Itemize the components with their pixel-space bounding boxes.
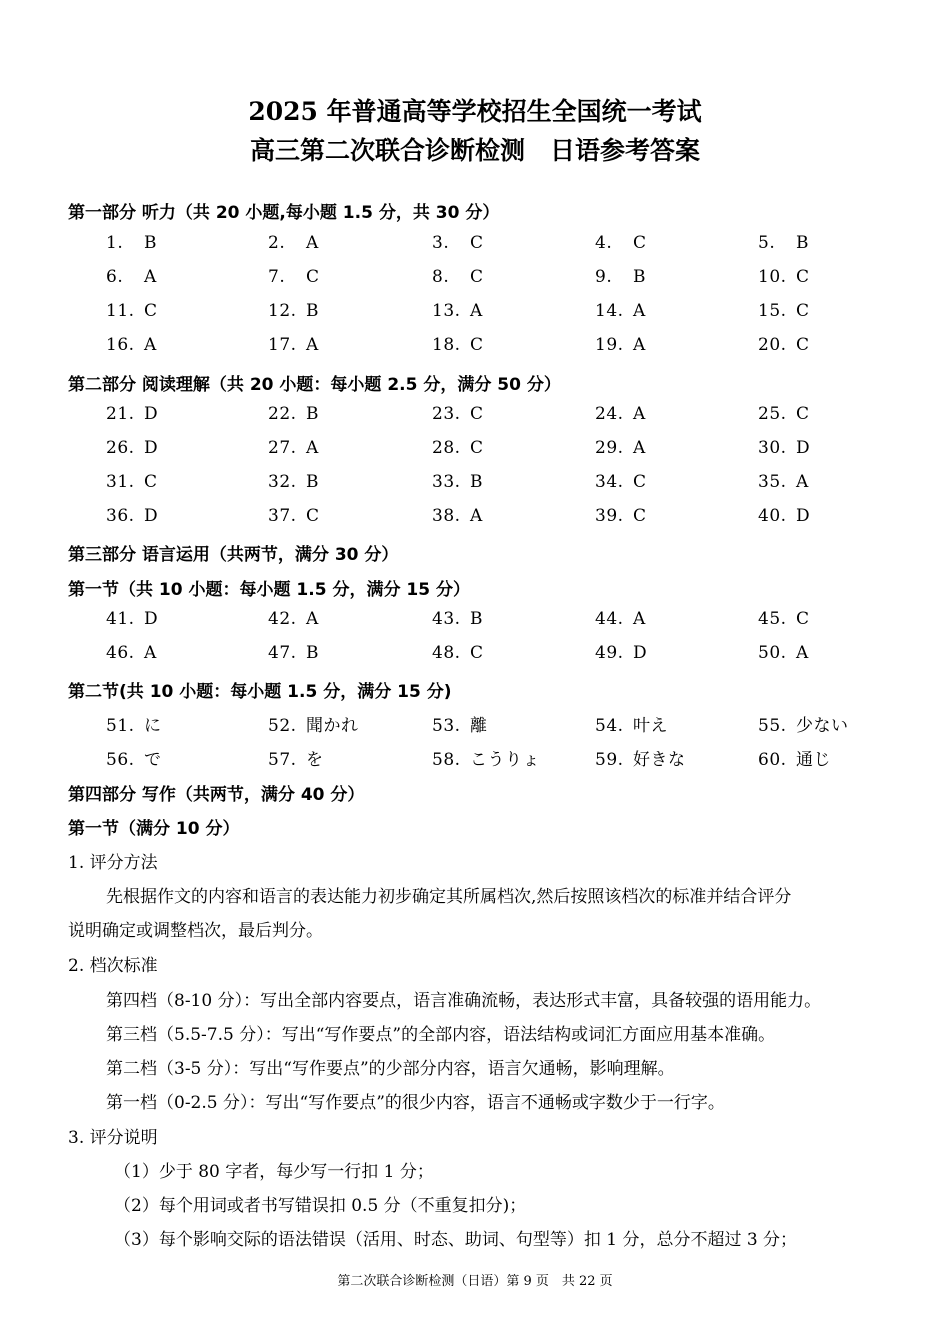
answer-item: 22. B: [268, 404, 319, 424]
answer-item: 21. D: [106, 404, 159, 424]
answer-item: 36. D: [106, 506, 159, 526]
answer-item: 8. C: [432, 267, 484, 287]
grade-2: 第二档（3-5 分）：写出“写作要点”的少部分内容，语言欠通畅，影响理解。: [106, 1059, 675, 1079]
grade-3: 第三档（5.5-7.5 分）：写出“写作要点”的全部内容，语法结构或词汇方面应用基本准确。: [106, 1025, 776, 1045]
answer-item: 56. で: [106, 750, 162, 770]
answer-item: 44. A: [595, 609, 646, 629]
answer-row: [0, 438, 950, 462]
answer-item: 19. A: [595, 335, 646, 355]
answer-item: 34. C: [595, 472, 647, 492]
scoring-note-1: （1）少于 80 字者，每少写一行扣 1 分；: [114, 1162, 434, 1182]
grade-standard-title: 2. 档次标准: [68, 956, 158, 976]
part1-heading: 第一部分 听力（共 20 小题,每小题 1.5 分，共 30 分）: [68, 203, 500, 223]
answer-item: 29. A: [595, 438, 646, 458]
answer-item: 59. 好きな: [595, 750, 686, 770]
answer-key-title: 高三第二次联合诊断检测 日语参考答案: [249, 136, 700, 165]
grade-1: 第一档（0-2.5 分）：写出“写作要点”的很少内容，语言不通畅或字数少于一行字。: [106, 1093, 725, 1113]
answer-item: 30. D: [758, 438, 811, 458]
exam-title: 2025 年普通高等学校招生全国统一考试: [248, 97, 702, 126]
answer-item: 53. 離: [432, 716, 488, 736]
answer-item: 13. A: [432, 301, 483, 321]
part2-heading: 第二部分 阅读理解（共 20 小题：每小题 2.5 分，满分 50 分）: [68, 375, 561, 395]
part3-section1-heading: 第一节（共 10 小题：每小题 1.5 分，满分 15 分）: [68, 580, 470, 600]
answer-item: 31. C: [106, 472, 158, 492]
answer-item: 54. 叶え: [595, 716, 668, 736]
part4-section1-heading: 第一节（满分 10 分）: [68, 819, 240, 839]
answer-item: 40. D: [758, 506, 811, 526]
answer-item: 4. C: [595, 233, 647, 253]
answer-item: 3. C: [432, 233, 484, 253]
answer-item: 46. A: [106, 643, 157, 663]
answer-item: 45. C: [758, 609, 810, 629]
answer-item: 47. B: [268, 643, 319, 663]
scoring-method-para-line2: 说明确定或调整档次，最后判分。: [68, 921, 323, 941]
answer-item: 43. B: [432, 609, 483, 629]
answer-item: 55. 少ない: [758, 716, 849, 736]
scoring-note-3: （3）每个影响交际的语法错误（活用、时态、助词、句型等）扣 1 分，总分不超过 3 分；: [114, 1230, 798, 1250]
answer-item: 50. A: [758, 643, 809, 663]
answer-item: 32. B: [268, 472, 319, 492]
answer-item: 35. A: [758, 472, 809, 492]
answer-row: [0, 267, 950, 291]
answer-item: 58. こうりょ: [432, 750, 540, 770]
scoring-note-2: （2）每个用词或者书写错误扣 0.5 分（不重复扣分)；: [114, 1196, 527, 1216]
answer-item: 2. A: [268, 233, 319, 253]
answer-row: [0, 472, 950, 496]
answer-item: 14. A: [595, 301, 646, 321]
answer-item: 24. A: [595, 404, 646, 424]
answer-item: 49. D: [595, 643, 648, 663]
answer-row: [0, 301, 950, 325]
answer-item: 26. D: [106, 438, 159, 458]
answer-item: 57. を: [268, 750, 324, 770]
answer-item: 5. B: [758, 233, 809, 253]
grade-4: 第四档（8-10 分）：写出全部内容要点，语言准确流畅，表达形式丰富，具备较强的语用能力。: [106, 991, 822, 1011]
answer-item: 38. A: [432, 506, 483, 526]
answer-row: [0, 404, 950, 428]
answer-item: 33. B: [432, 472, 483, 492]
answer-row: [0, 711, 950, 735]
scoring-method-title: 1. 评分方法: [68, 853, 158, 873]
scoring-method-para-line1: 先根据作文的内容和语言的表达能力初步确定其所属档次,然后按照该档次的标准并结合评分: [106, 887, 792, 907]
answer-item: 6. A: [106, 267, 157, 287]
answer-row: [0, 745, 950, 769]
answer-item: 25. C: [758, 404, 810, 424]
part4-heading: 第四部分 写作（共两节，满分 40 分）: [68, 785, 365, 805]
answer-item: 17. A: [268, 335, 319, 355]
answer-item: 60. 通じ: [758, 750, 831, 770]
answer-item: 37. C: [268, 506, 320, 526]
answer-row: [0, 335, 950, 359]
answer-item: 23. C: [432, 404, 484, 424]
answer-row: [0, 233, 950, 257]
answer-item: 39. C: [595, 506, 647, 526]
answer-item: 12. B: [268, 301, 319, 321]
answer-item: 41. D: [106, 609, 159, 629]
answer-row: [0, 506, 950, 530]
answer-item: 1. B: [106, 233, 157, 253]
answer-item: 48. C: [432, 643, 484, 663]
answer-item: 16. A: [106, 335, 157, 355]
answer-item: 52. 聞かれ: [268, 716, 359, 736]
part3-section2-heading: 第二节(共 10 小题：每小题 1.5 分，满分 15 分): [68, 682, 452, 702]
answer-item: 27. A: [268, 438, 319, 458]
answer-item: 28. C: [432, 438, 484, 458]
answer-item: 9. B: [595, 267, 646, 287]
answer-row: [0, 643, 950, 667]
answer-item: 15. C: [758, 301, 810, 321]
answer-item: 20. C: [758, 335, 810, 355]
part3-heading: 第三部分 语言运用（共两节，满分 30 分）: [68, 545, 399, 565]
page-footer: 第二次联合诊断检测（日语）第 9 页 共 22 页: [337, 1274, 613, 1289]
answer-item: 7. C: [268, 267, 320, 287]
answer-row: [0, 609, 950, 633]
answer-item: 10. C: [758, 267, 810, 287]
answer-item: 18. C: [432, 335, 484, 355]
answer-item: 42. A: [268, 609, 319, 629]
answer-item: 51. に: [106, 716, 162, 736]
answer-item: 11. C: [106, 301, 158, 321]
scoring-notes-title: 3. 评分说明: [68, 1128, 158, 1148]
